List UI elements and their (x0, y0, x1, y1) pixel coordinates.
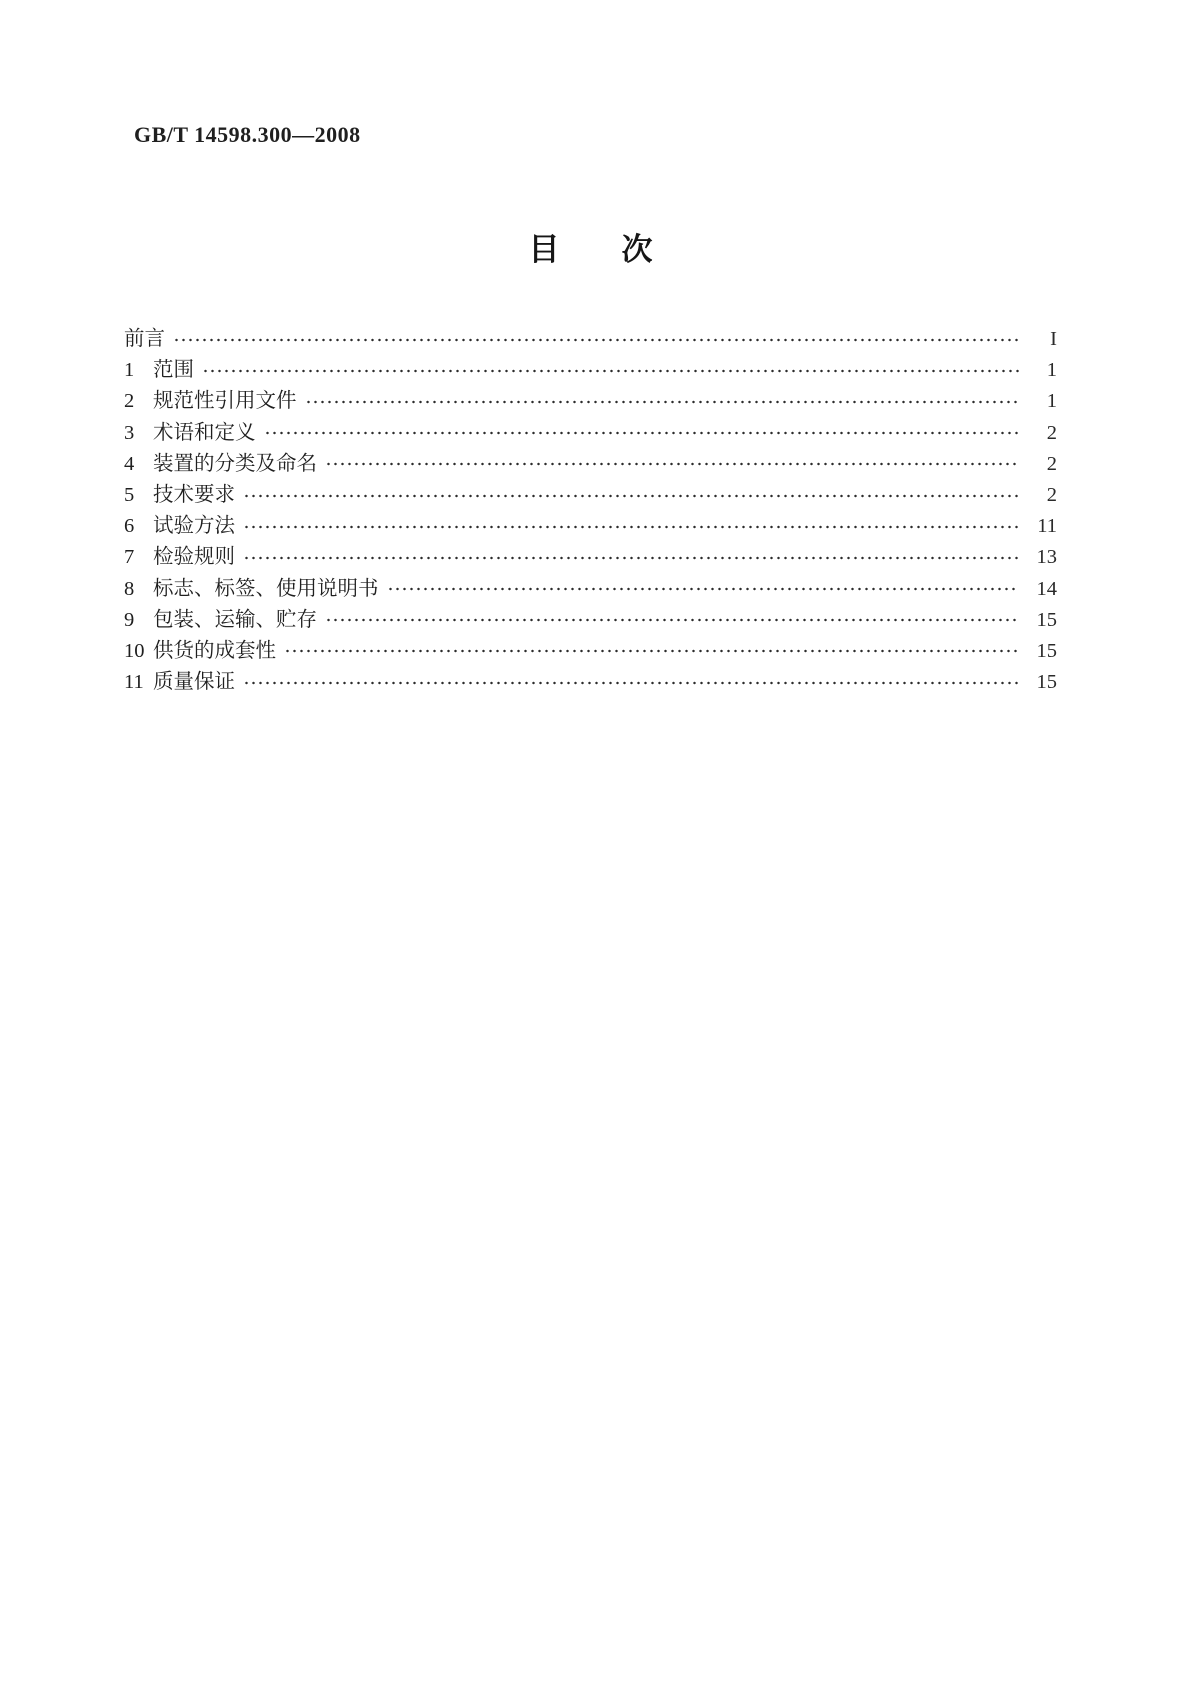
toc-entry-page: 1 (1046, 359, 1057, 382)
toc-entry-page: 11 (1037, 515, 1057, 538)
toc-entry-label: 质量保证 (153, 671, 235, 694)
toc-entry-page: 2 (1046, 452, 1057, 475)
toc-entry-page: 1 (1046, 390, 1057, 413)
toc-entry-label: 规范性引用文件 (153, 390, 297, 413)
dot-leader (243, 667, 1019, 698)
toc-entry-label: 标志、标签、使用说明书 (153, 577, 379, 600)
toc-entry-number: 10 (124, 639, 145, 662)
toc-entry-label: 术语和定义 (153, 421, 256, 444)
toc-entry-number: 2 (124, 390, 135, 413)
toc-entry-number: 1 (124, 359, 135, 382)
toc-entry-label: 技术要求 (153, 483, 235, 506)
toc-entry-number: 8 (124, 577, 135, 600)
page-title: 目 次 (528, 232, 653, 267)
toc-entry-page: 15 (1036, 608, 1057, 631)
toc-entry-label: 前言 (124, 328, 165, 350)
toc-entry (124, 480, 1057, 511)
toc-entry (124, 605, 1057, 636)
toc-entry-number: 3 (124, 421, 135, 444)
toc-entry (124, 574, 1057, 605)
dot-leader (173, 324, 1019, 355)
dot-leader (243, 542, 1019, 573)
dot-leader (243, 480, 1019, 511)
dot-leader (305, 386, 1020, 417)
toc-entry-number: 4 (124, 452, 135, 475)
dot-leader (325, 605, 1019, 636)
toc-entry-page: 13 (1036, 546, 1057, 569)
toc-entry (124, 449, 1057, 480)
toc-entry-label: 检验规则 (153, 546, 235, 569)
dot-leader (387, 574, 1020, 605)
toc-entry-number: 5 (124, 483, 135, 506)
toc-list (124, 324, 1057, 698)
dot-leader (325, 449, 1019, 480)
toc-entry (124, 324, 1057, 355)
toc-entry-number: 6 (124, 515, 135, 538)
toc-entry (124, 667, 1057, 698)
toc-entry (124, 511, 1057, 542)
toc-entry-label: 供货的成套性 (153, 639, 276, 662)
toc-entry-number: 11 (124, 671, 144, 694)
toc-entry-number: 7 (124, 546, 135, 569)
toc-entry-number: 9 (124, 608, 135, 631)
toc-entry-label: 试验方法 (153, 515, 235, 538)
toc-entry-page: 2 (1046, 483, 1057, 506)
dot-leader (264, 418, 1020, 449)
toc-entry-label: 范围 (153, 359, 194, 382)
toc-entry-page: 15 (1036, 639, 1057, 662)
standard-code: GB/T 14598.300—2008 (134, 122, 361, 147)
dot-leader (243, 511, 1019, 542)
toc-entry-label: 包装、运输、贮存 (153, 608, 317, 631)
toc-entry-page: 2 (1046, 421, 1057, 444)
toc-entry (124, 636, 1057, 667)
toc-entry-page: I (1050, 328, 1057, 350)
toc-entry (124, 355, 1057, 386)
toc-entry (124, 542, 1057, 573)
dot-leader (202, 355, 1019, 386)
toc-entry-page: 14 (1036, 577, 1057, 600)
toc-entry (124, 418, 1057, 449)
toc-entry-page: 15 (1036, 671, 1057, 694)
dot-leader (284, 636, 1019, 667)
toc-entry-label: 装置的分类及命名 (153, 452, 317, 475)
toc-entry (124, 386, 1057, 417)
